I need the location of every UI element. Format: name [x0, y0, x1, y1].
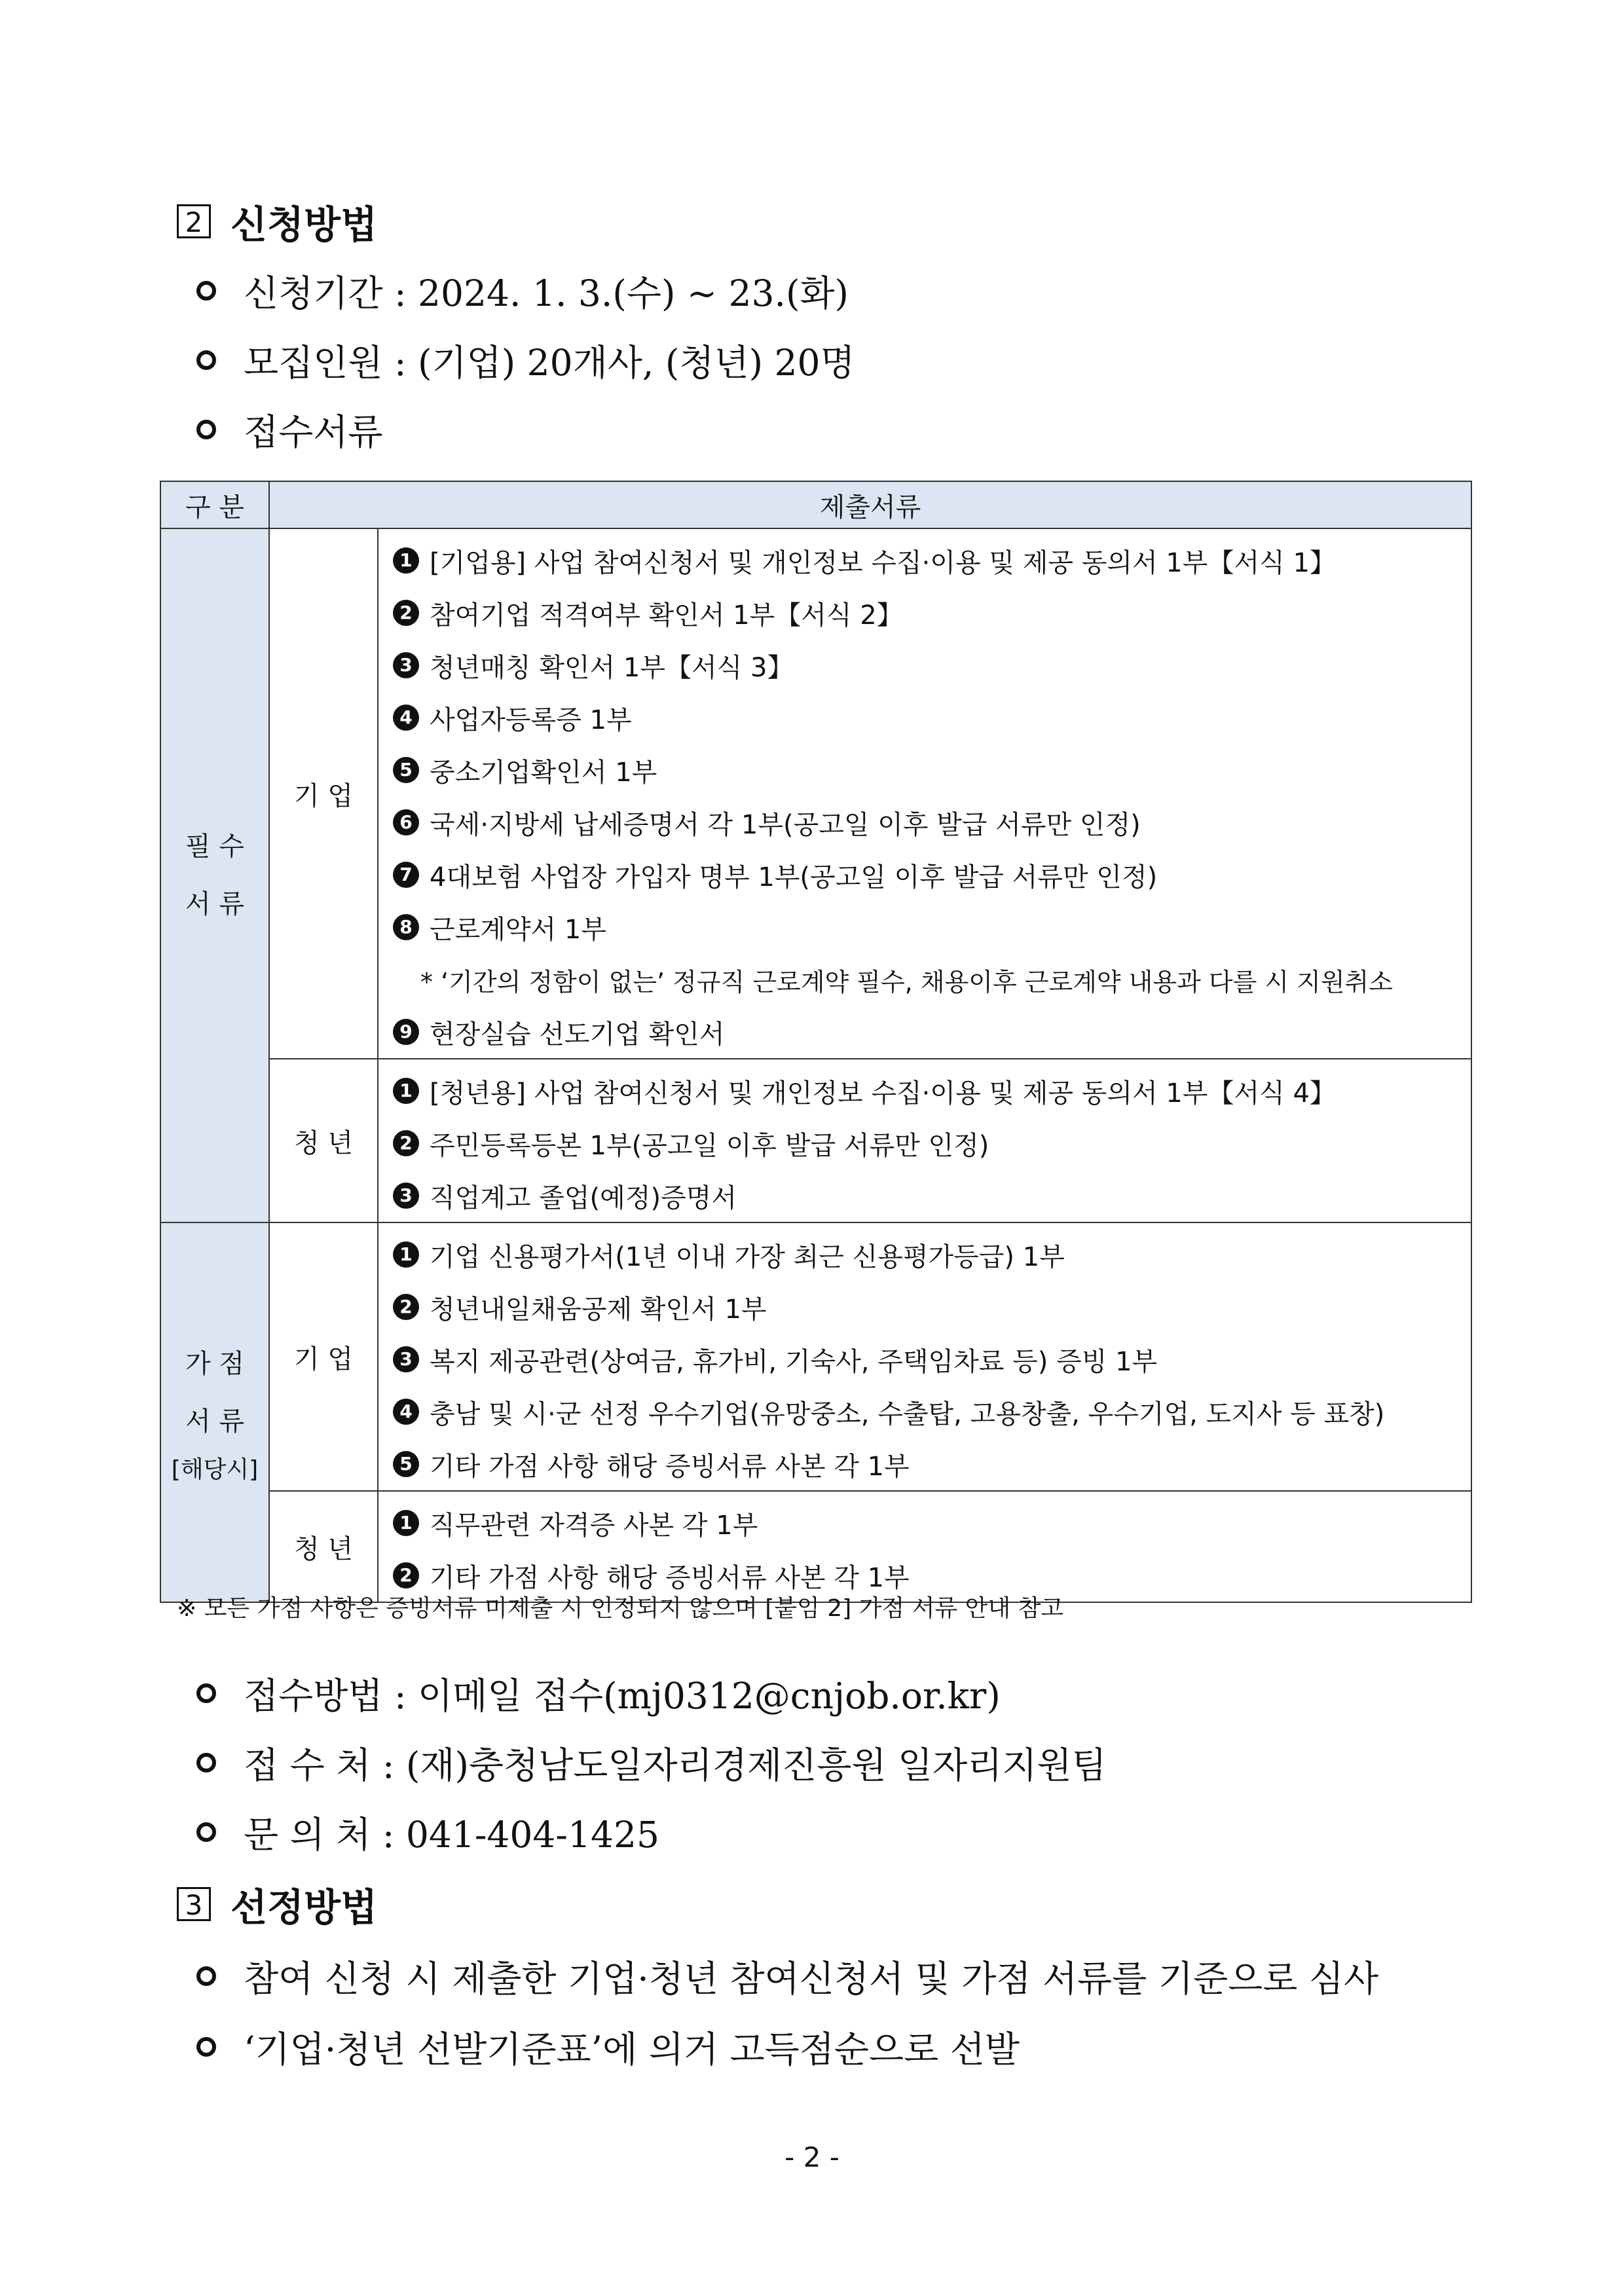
- required-company-label: 기 업: [269, 528, 378, 1059]
- recruit-text: 모집인원 : (기업) 20개사, (청년) 20명: [244, 342, 855, 384]
- number-2-icon: 2: [393, 600, 419, 626]
- circle-bullet-icon: [196, 1822, 216, 1842]
- method-line: [196, 1667, 1001, 1719]
- circle-bullet-icon: [196, 1683, 216, 1703]
- number-3-icon: 3: [393, 652, 419, 678]
- section-3-heading: [177, 1877, 377, 1932]
- section-title: 선정방법: [231, 1885, 378, 1930]
- number-5-icon: 5: [393, 1451, 419, 1477]
- list-item: 4 충남 및 시·군 선정 우수기업(유망중소, 수출탑, 고용창출, 우수기업, 도지사 등 표창): [393, 1386, 1471, 1438]
- required-company-items: [378, 528, 1471, 1059]
- list-item: 2 주민등록등본 1부(공고일 이후 발급 서류만 인정): [393, 1117, 1471, 1169]
- number-3-icon: 3: [393, 1346, 419, 1372]
- circle-bullet-icon: [196, 1966, 216, 1986]
- number-6-icon: 6: [393, 809, 419, 835]
- circle-bullet-icon: [196, 420, 216, 439]
- footnote: ※ 모든 가점 사항은 증빙서류 미제출 시 인정되지 않으며 [붙임 2] 가점 서류 안내 참고: [177, 1595, 1064, 1622]
- contract-note: * ‘기간의 정함이 없는’ 정규직 근로계약 필수, 채용이후 근로계약 내용과 다를 시 지원취소: [420, 967, 1393, 997]
- number-2-icon: 2: [393, 1562, 419, 1588]
- number-2-icon: 2: [393, 1294, 419, 1320]
- number-4-icon: 4: [393, 1399, 419, 1425]
- list-item: 4 사업자등록증 1부: [393, 691, 1471, 744]
- list-item: 7 4대보험 사업장 가입자 명부 1부(공고일 이후 발급 서류만 인정): [393, 849, 1471, 901]
- section-number-box: 3: [177, 1887, 211, 1921]
- period-line: [196, 265, 849, 316]
- number-5-icon: 5: [393, 757, 419, 783]
- bonus-youth-label: 청 년: [269, 1491, 378, 1602]
- bonus-youth-items: [378, 1491, 1471, 1602]
- list-item: 6 국세·지방세 납세증명서 각 1부(공고일 이후 발급 서류만 인정): [393, 796, 1471, 849]
- circle-bullet-icon: [196, 350, 216, 370]
- list-item: 1 기업 신용평가서(1년 이내 가장 최근 신용평가등급) 1부: [393, 1228, 1471, 1281]
- section-title: 신청방법: [231, 202, 378, 247]
- page-number: - 2 -: [784, 2141, 840, 2173]
- bonus-company-label: 기 업: [269, 1222, 378, 1491]
- number-1-icon: 1: [393, 1510, 419, 1536]
- list-item: 2 청년내일채움공제 확인서 1부: [393, 1281, 1471, 1333]
- list-item: 3 직업계고 졸업(예정)증명서: [393, 1169, 1471, 1222]
- header-category: 구 분: [160, 481, 269, 528]
- circle-bullet-icon: [196, 1753, 216, 1772]
- section-number-box: 2: [177, 204, 211, 238]
- list-item: 5 기타 가점 사항 해당 증빙서류 사본 각 1부: [393, 1438, 1471, 1490]
- list-item: 3 청년매칭 확인서 1부【서식 3】: [393, 639, 1471, 691]
- number-3-icon: 3: [393, 1183, 419, 1209]
- number-9-icon: 9: [393, 1019, 419, 1045]
- place-text: 접 수 처 : (재)충청남도일자리경제진흥원 일자리지원팀: [244, 1744, 1107, 1786]
- docs-title-line: [196, 403, 383, 455]
- list-item: 9 현장실습 선도기업 확인서: [393, 1006, 1471, 1058]
- list-item: 1 직무관련 자격증 사본 각 1부: [393, 1497, 1471, 1549]
- place-line: [196, 1736, 1107, 1788]
- docs-title-text: 접수서류: [244, 411, 383, 453]
- section-2-heading: [177, 194, 377, 249]
- recruit-line: [196, 334, 855, 386]
- number-1-icon: 1: [393, 1241, 419, 1268]
- list-item: 3 복지 제공관련(상여금, 휴가비, 기숙사, 주택임차료 등) 증빙 1부: [393, 1333, 1471, 1386]
- method-text: 접수방법 : 이메일 접수(mj0312@cnjob.or.kr): [244, 1675, 1001, 1717]
- header-docs: 제출서류: [269, 481, 1471, 528]
- number-1-icon: 1: [393, 547, 419, 574]
- list-item: 8 근로계약서 1부: [393, 901, 1471, 953]
- list-item: 1 [청년용] 사업 참여신청서 및 개인정보 수집·이용 및 제공 동의서 1부【서식 4】: [393, 1065, 1471, 1117]
- required-category: 필 수 서 류: [160, 528, 269, 1222]
- list-item: 5 중소기업확인서 1부: [393, 744, 1471, 796]
- number-7-icon: 7: [393, 862, 419, 888]
- selection-line-1: [196, 1950, 1378, 2002]
- selection-text: 참여 신청 시 제출한 기업·청년 참여신청서 및 가점 서류를 기준으로 심사: [244, 1958, 1379, 2000]
- bonus-company-items: [378, 1222, 1471, 1491]
- period-text: 신청기간 : 2024. 1. 3.(수) ~ 23.(화): [244, 272, 849, 314]
- circle-bullet-icon: [196, 2037, 216, 2057]
- number-8-icon: 8: [393, 914, 419, 940]
- contact-line: [196, 1806, 659, 1858]
- list-item: 1 [기업용] 사업 참여신청서 및 개인정보 수집·이용 및 제공 동의서 1부【서식 1】: [393, 534, 1471, 587]
- number-4-icon: 4: [393, 705, 419, 731]
- circle-bullet-icon: [196, 281, 216, 301]
- required-youth-items: [378, 1059, 1471, 1222]
- number-2-icon: 2: [393, 1130, 419, 1156]
- documents-table: [160, 481, 1472, 1603]
- number-1-icon: 1: [393, 1078, 419, 1104]
- required-youth-label: 청 년: [269, 1059, 378, 1222]
- list-item: 2 기타 가점 사항 해당 증빙서류 사본 각 1부: [393, 1549, 1471, 1602]
- contact-text: 문 의 처 : 041-404-1425: [244, 1814, 659, 1856]
- bonus-category: 가 점 서 류 [해당시]: [160, 1222, 269, 1602]
- selection-line-2: [196, 2021, 1020, 2072]
- list-item: 2 참여기업 적격여부 확인서 1부【서식 2】: [393, 587, 1471, 639]
- selection-text: ‘기업·청년 선발기준표’에 의거 고득점순으로 선발: [244, 2029, 1020, 2070]
